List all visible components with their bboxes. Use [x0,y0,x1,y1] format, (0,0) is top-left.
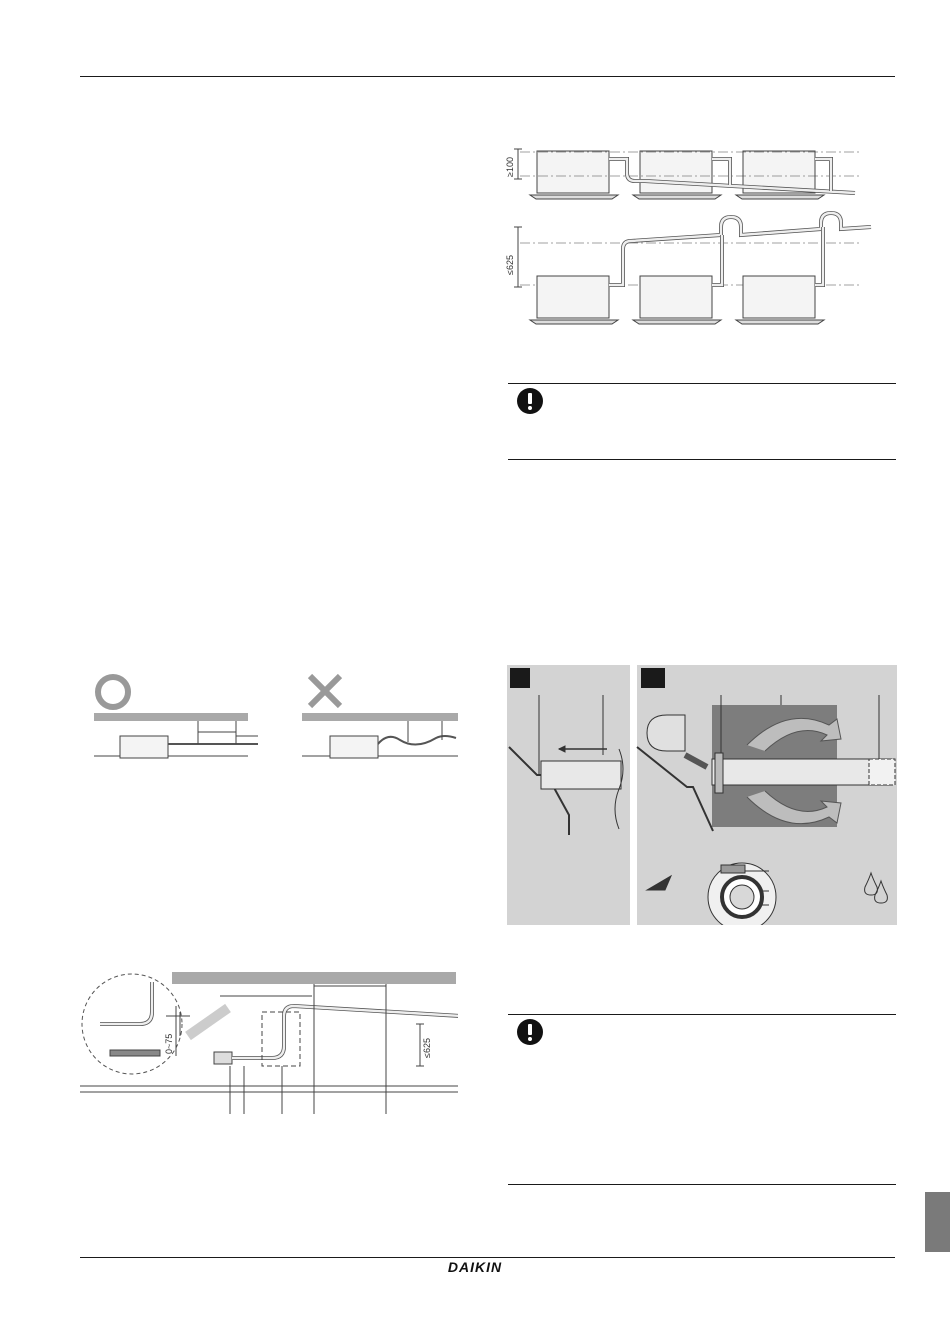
warning-icon-2 [516,1018,544,1046]
correct-incorrect-figure [90,668,462,768]
drain-connection-figure [80,966,458,1116]
caution-bottom-rule-2 [508,1184,896,1185]
chapter-tab [925,1192,950,1252]
footer-rule [80,1257,895,1258]
label-max-625: ≤625 [505,255,515,275]
caution-top-rule-2 [508,1014,896,1015]
drain-slope-figure [500,135,875,335]
header-rule [80,76,895,77]
label-0-75: 0~75 [164,1033,174,1054]
step-b-badge [641,668,665,688]
warning-icon [516,387,544,415]
label-min-100: ≥100 [505,157,515,177]
hose-steps-figure [507,665,897,925]
caution-top-rule-1 [508,383,896,384]
label-625: ≤625 [422,1038,432,1058]
correct-icon [98,677,128,707]
brand-logo: DAIKIN [447,1259,503,1275]
caution-bottom-rule-1 [508,459,896,460]
step-a-badge [510,668,530,688]
incorrect-icon [310,676,340,706]
